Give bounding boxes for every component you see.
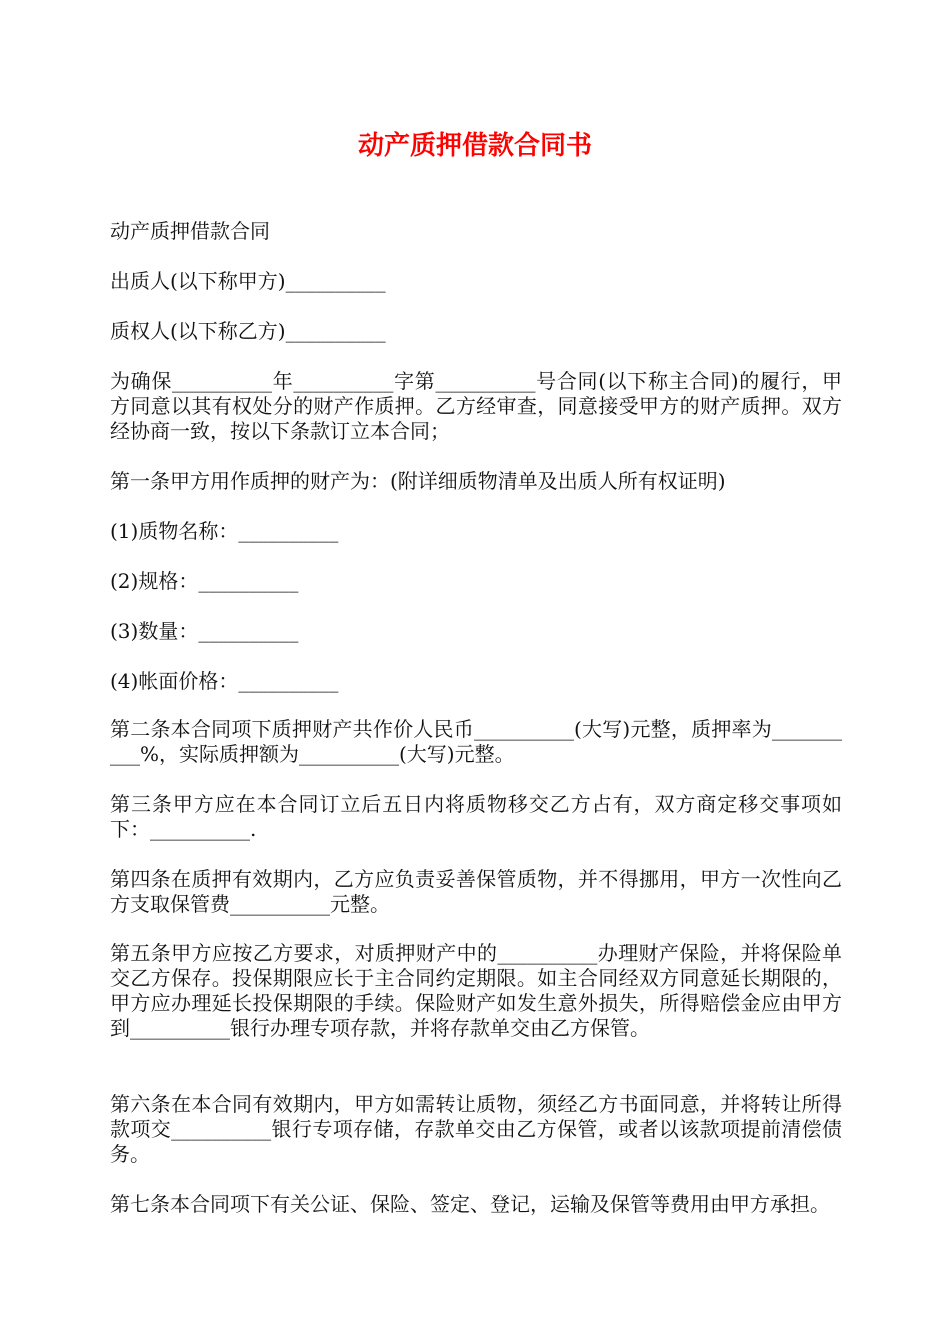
preamble-paragraph: 为确保__________年__________字第__________号合同(以下称主合同)的履行，甲方同意以其有权处分的财产作质押。乙方经审查，同意接受甲方的财产质押。双方经协商一致，按以下条款订立本合同； [110,369,842,443]
contract-subtitle: 动产质押借款合同 [110,219,270,243]
article-2: 第二条本合同项下质押财产共作价人民币__________(大写)元整，质押率为__________%，实际质押额为__________(大写)元整。 [110,717,842,766]
article-5: 第五条甲方应按乙方要求，对质押财产中的__________办理财产保险，并将保险单交乙方保存。投保期限应长于主合同约定期限。如主合同经双方同意延长期限的，甲方应办理延长投保期限的手续。保险财产如发生意外损失，所得赔偿金应由甲方到__________银行办理专项存款，并将存款单交由乙方保管。 [110,941,842,1040]
item-quantity: (3)数量：__________ [110,619,299,643]
document-title: 动产质押借款合同书 [357,131,592,161]
article-7: 第七条本合同项下有关公证、保险、签定、登记，运输及保管等费用由甲方承担。 [110,1192,830,1216]
item-specification: (2)规格：__________ [110,569,299,593]
item-pledge-name: (1)质物名称：__________ [110,519,339,543]
pledgor-line: 出质人(以下称甲方)__________ [110,269,386,293]
item-book-value: (4)帐面价格：__________ [110,669,339,693]
article-4: 第四条在质押有效期内，乙方应负责妥善保管质物，并不得挪用，甲方一次性向乙方支取保管费__________元整。 [110,867,842,916]
article-1: 第一条甲方用作质押的财产为：(附详细质物清单及出质人所有权证明) [110,469,726,493]
pledgee-line: 质权人(以下称乙方)__________ [110,319,386,343]
article-6: 第六条在本合同有效期内，甲方如需转让质物，须经乙方书面同意，并将转让所得款项交__________银行专项存储，存款单交由乙方保管，或者以该款项提前清偿债务。 [110,1092,842,1166]
article-3: 第三条甲方应在本合同订立后五日内将质物移交乙方占有，双方商定移交事项如下：__________. [110,792,842,841]
